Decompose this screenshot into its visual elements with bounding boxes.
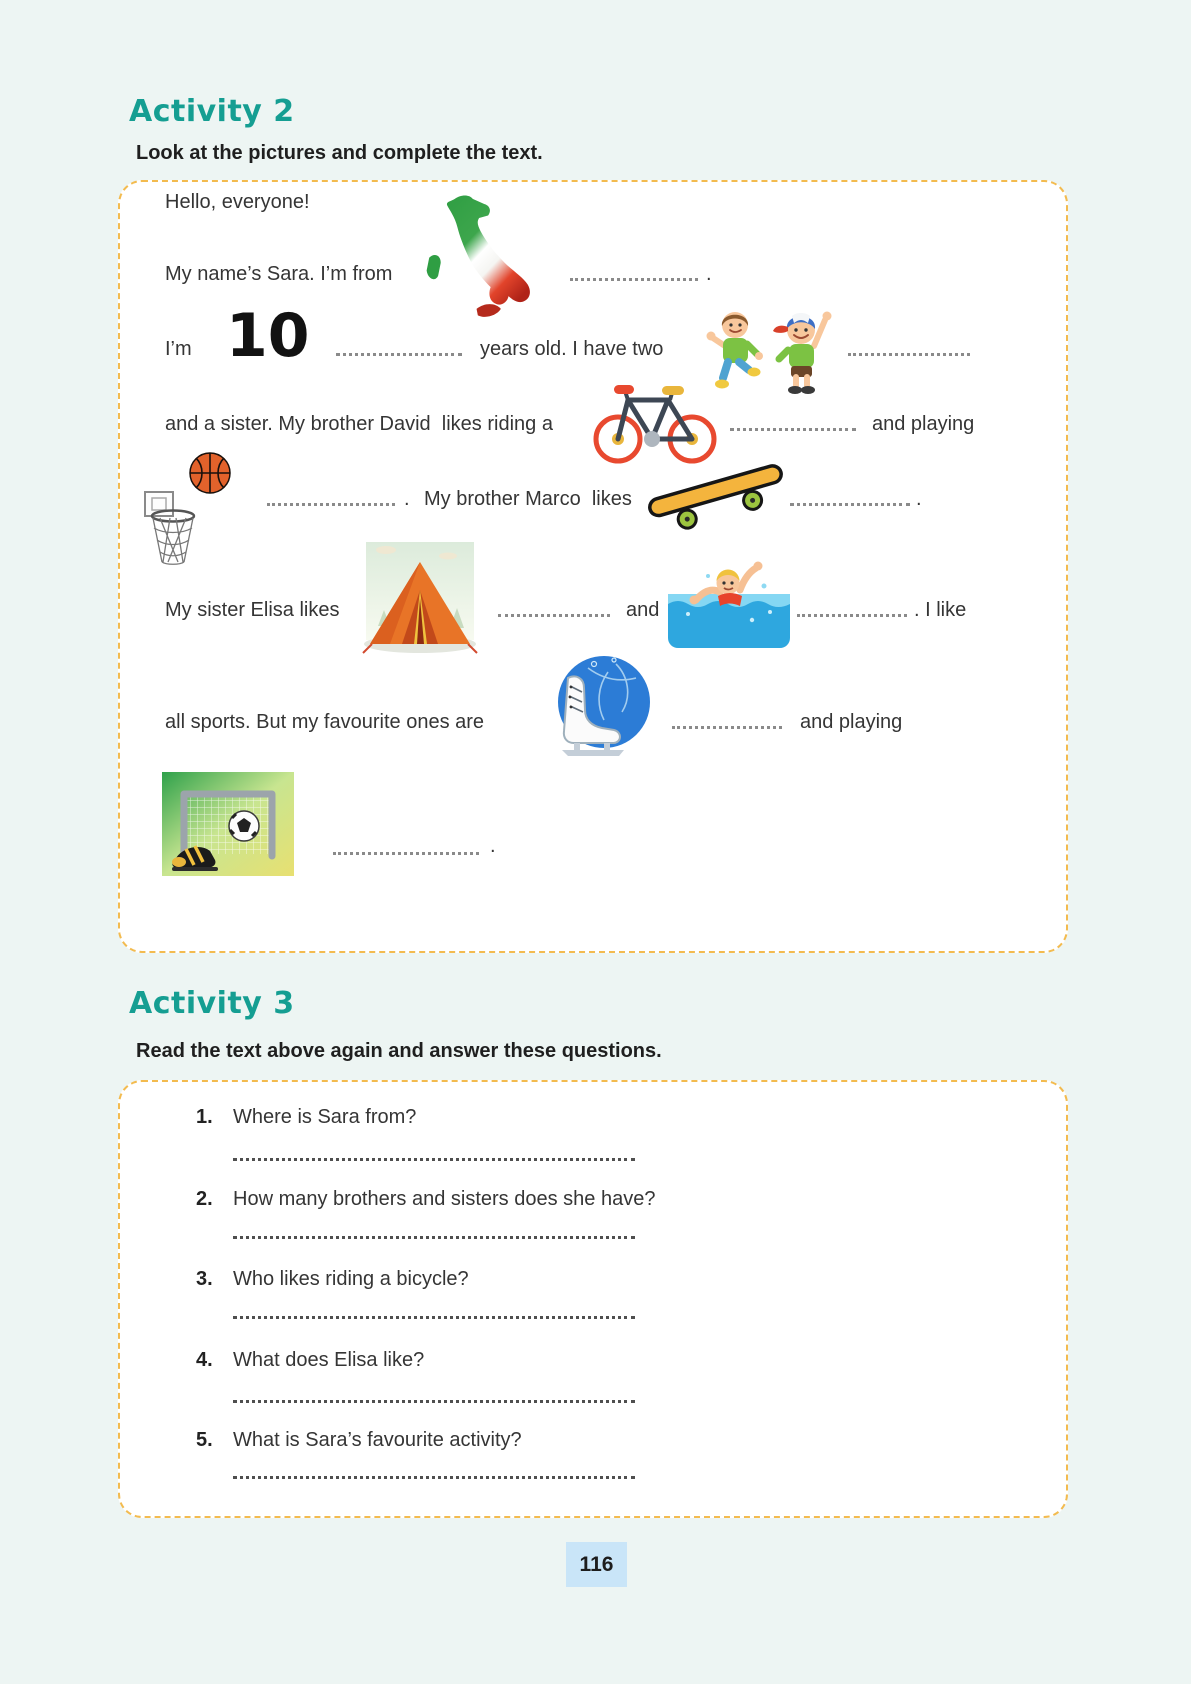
activity3-instruction: Read the text above again and answer these questions. <box>136 1040 662 1062</box>
story-elisa-text: My sister Elisa likes <box>165 599 340 621</box>
question-number: 3. <box>196 1268 213 1290</box>
question-number: 4. <box>196 1349 213 1371</box>
answer-line <box>233 1476 635 1479</box>
story-from-period: . <box>706 263 712 285</box>
story-elisa-after: . I like <box>914 599 967 621</box>
answer-line <box>233 1236 635 1239</box>
question-number: 5. <box>196 1429 213 1451</box>
question-text: Where is Sara from? <box>233 1106 417 1128</box>
fill-blank-age <box>336 353 462 356</box>
story-brother-after: and playing <box>872 413 975 435</box>
activity3-title: Activity 3 <box>129 986 295 1021</box>
answer-line <box>233 1316 635 1319</box>
story-greeting: Hello, everyone! <box>165 191 310 213</box>
story-brother-text: and a sister. My brother David likes riding a <box>165 413 553 435</box>
story-from-text: My name’s Sara. I’m from <box>165 263 393 285</box>
question-number: 2. <box>196 1188 213 1210</box>
story-favourite-after: and playing <box>800 711 903 733</box>
story-final-period: . <box>490 835 496 857</box>
fill-blank-basketball <box>267 503 395 506</box>
story-favourite-text: all sports. But my favourite ones are <box>165 711 485 733</box>
answer-line <box>233 1400 635 1403</box>
story-elisa-and: and <box>626 599 660 621</box>
activity2-title: Activity 2 <box>129 94 295 129</box>
question-number: 1. <box>196 1106 213 1128</box>
fill-blank-camping <box>498 614 610 617</box>
swimming-boy-image <box>666 556 792 652</box>
fill-blank-skating <box>672 726 782 729</box>
fill-blank-football <box>333 852 479 855</box>
activity2-instruction: Look at the pictures and complete the text. <box>136 142 543 164</box>
fill-blank-swimming <box>797 614 907 617</box>
story-marco-text: My brother Marco likes <box>424 488 632 510</box>
question-text: Who likes riding a bicycle? <box>233 1268 469 1290</box>
camping-tent-image <box>356 542 484 660</box>
question-text: What does Elisa like? <box>233 1349 425 1371</box>
italy-map-image <box>415 195 533 323</box>
page-number-badge: 116 <box>566 1542 627 1587</box>
fill-blank-bicycle <box>730 428 856 431</box>
answer-line <box>233 1158 635 1161</box>
question-text: How many brothers and sisters does she have? <box>233 1188 656 1210</box>
story-age-after: years old. I have two <box>480 338 664 360</box>
skateboard-image <box>646 452 788 540</box>
activity3-box <box>118 1080 1068 1518</box>
question-text: What is Sara’s favourite activity? <box>233 1429 522 1451</box>
football-goal-image <box>162 772 294 876</box>
story-age-text: I’m <box>165 338 192 360</box>
story-marco-after-period: . <box>916 488 922 510</box>
fill-blank-skateboard <box>790 503 910 506</box>
fill-blank-brothers <box>848 353 970 356</box>
ice-skate-image <box>548 652 656 764</box>
fill-blank-country <box>570 278 698 281</box>
age-number: 10 <box>226 301 310 371</box>
story-marco-period: . <box>404 488 410 510</box>
basketball-hoop-image <box>140 450 246 568</box>
